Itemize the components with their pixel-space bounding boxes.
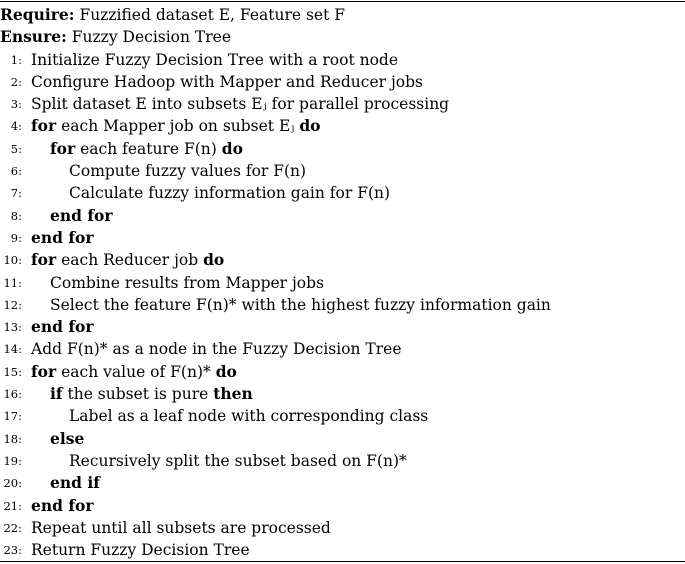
statement: each Mapper job on subset Eⱼ <box>61 117 295 136</box>
require-line <box>0 4 685 26</box>
keyword: end for <box>50 205 113 225</box>
line-number: 7: <box>10 186 22 201</box>
line-text: Calculate fuzzy information gain for F(n) <box>69 184 391 203</box>
algorithm-line <box>0 93 685 115</box>
line-number: 10: <box>3 253 22 268</box>
algorithm-line <box>0 338 685 360</box>
algorithm-line <box>0 361 685 383</box>
keyword: end if <box>50 473 100 493</box>
algorithm-line <box>0 428 685 450</box>
line-text: Label as a leaf node with corresponding class <box>69 407 429 426</box>
statement: the subset is pure <box>67 385 209 404</box>
line-text <box>31 361 237 383</box>
line-number: 21: <box>3 498 22 513</box>
keyword: then <box>213 384 253 404</box>
line-number: 2: <box>10 74 22 89</box>
line-number: 9: <box>10 230 22 245</box>
algorithm-line <box>0 495 685 517</box>
line-text <box>50 383 253 405</box>
require-text: Fuzzified dataset E, Feature set F <box>79 6 345 24</box>
algorithm-line <box>0 182 685 204</box>
algorithm-line <box>0 539 685 561</box>
line-text: Compute fuzzy values for F(n) <box>69 162 307 181</box>
keyword: end for <box>31 317 94 337</box>
algorithm-line <box>0 227 685 249</box>
line-number: 19: <box>3 453 22 468</box>
keyword: else <box>50 428 85 448</box>
algorithm-line <box>0 517 685 539</box>
line-number: 17: <box>3 409 22 424</box>
keyword: end for <box>31 227 94 247</box>
top-rule <box>0 1 685 2</box>
keyword: do <box>215 361 237 381</box>
algorithm-line <box>0 294 685 316</box>
ensure-keyword: Ensure: <box>0 27 67 47</box>
line-number: 4: <box>10 119 22 134</box>
require-keyword: Require: <box>0 5 75 24</box>
algorithm-line <box>0 71 685 93</box>
line-text: Split dataset E into subsets Eⱼ for parallel processing <box>31 95 450 114</box>
line-number: 20: <box>3 476 22 491</box>
line-text: Configure Hadoop with Mapper and Reducer jobs <box>31 72 423 91</box>
line-number: 16: <box>3 387 22 402</box>
keyword: do <box>203 250 225 270</box>
algorithm-line <box>0 138 685 160</box>
line-text: Select the feature F(n)* with the highest fuzzy information gain <box>50 295 551 314</box>
line-number: 6: <box>10 164 22 179</box>
statement: each Reducer job <box>61 251 199 270</box>
algorithm-line <box>0 472 685 494</box>
algorithm-line <box>0 450 685 472</box>
keyword: for <box>31 250 57 270</box>
statement: each feature F(n) <box>80 139 217 158</box>
line-number: 5: <box>10 141 22 156</box>
line-number: 14: <box>3 342 22 357</box>
algorithm-lines <box>0 4 685 561</box>
line-text <box>50 138 243 160</box>
algorithm-line <box>0 49 685 71</box>
keyword: do <box>221 138 243 158</box>
line-text: Add F(n)* as a node in the Fuzzy Decision Tree <box>31 340 402 359</box>
keyword: for <box>31 361 57 381</box>
algorithm-line <box>0 405 685 427</box>
line-text <box>31 115 321 137</box>
line-number: 12: <box>3 297 22 312</box>
line-number: 8: <box>10 208 22 223</box>
line-text: Repeat until all subsets are processed <box>31 518 331 537</box>
algorithm-line <box>0 272 685 294</box>
line-number: 23: <box>3 543 22 558</box>
algorithm-line <box>0 316 685 338</box>
line-text: Combine results from Mapper jobs <box>50 273 325 292</box>
algorithm-line <box>0 115 685 137</box>
algorithm-line <box>0 205 685 227</box>
algorithm-line <box>0 249 685 271</box>
line-number: 15: <box>3 364 22 379</box>
line-text: Initialize Fuzzy Decision Tree with a root node <box>31 50 399 69</box>
line-number: 18: <box>3 431 22 446</box>
line-text: Recursively split the subset based on F(n)* <box>69 451 407 470</box>
line-number: 22: <box>3 520 22 535</box>
line-text <box>31 249 224 271</box>
algorithm-line <box>0 160 685 182</box>
bottom-rule <box>0 561 685 562</box>
keyword: for <box>50 138 76 158</box>
line-number: 3: <box>10 97 22 112</box>
line-text: Return Fuzzy Decision Tree <box>31 541 250 560</box>
keyword: end for <box>31 495 94 515</box>
algorithm-line <box>0 383 685 405</box>
line-number: 13: <box>3 320 22 335</box>
ensure-text: Fuzzy Decision Tree <box>71 28 232 47</box>
keyword: for <box>31 116 57 136</box>
line-number: 11: <box>3 275 22 290</box>
statement: each value of F(n)* <box>61 362 211 381</box>
keyword: if <box>50 384 63 404</box>
ensure-line <box>0 26 685 48</box>
keyword: do <box>299 116 321 136</box>
line-number: 1: <box>10 52 22 67</box>
